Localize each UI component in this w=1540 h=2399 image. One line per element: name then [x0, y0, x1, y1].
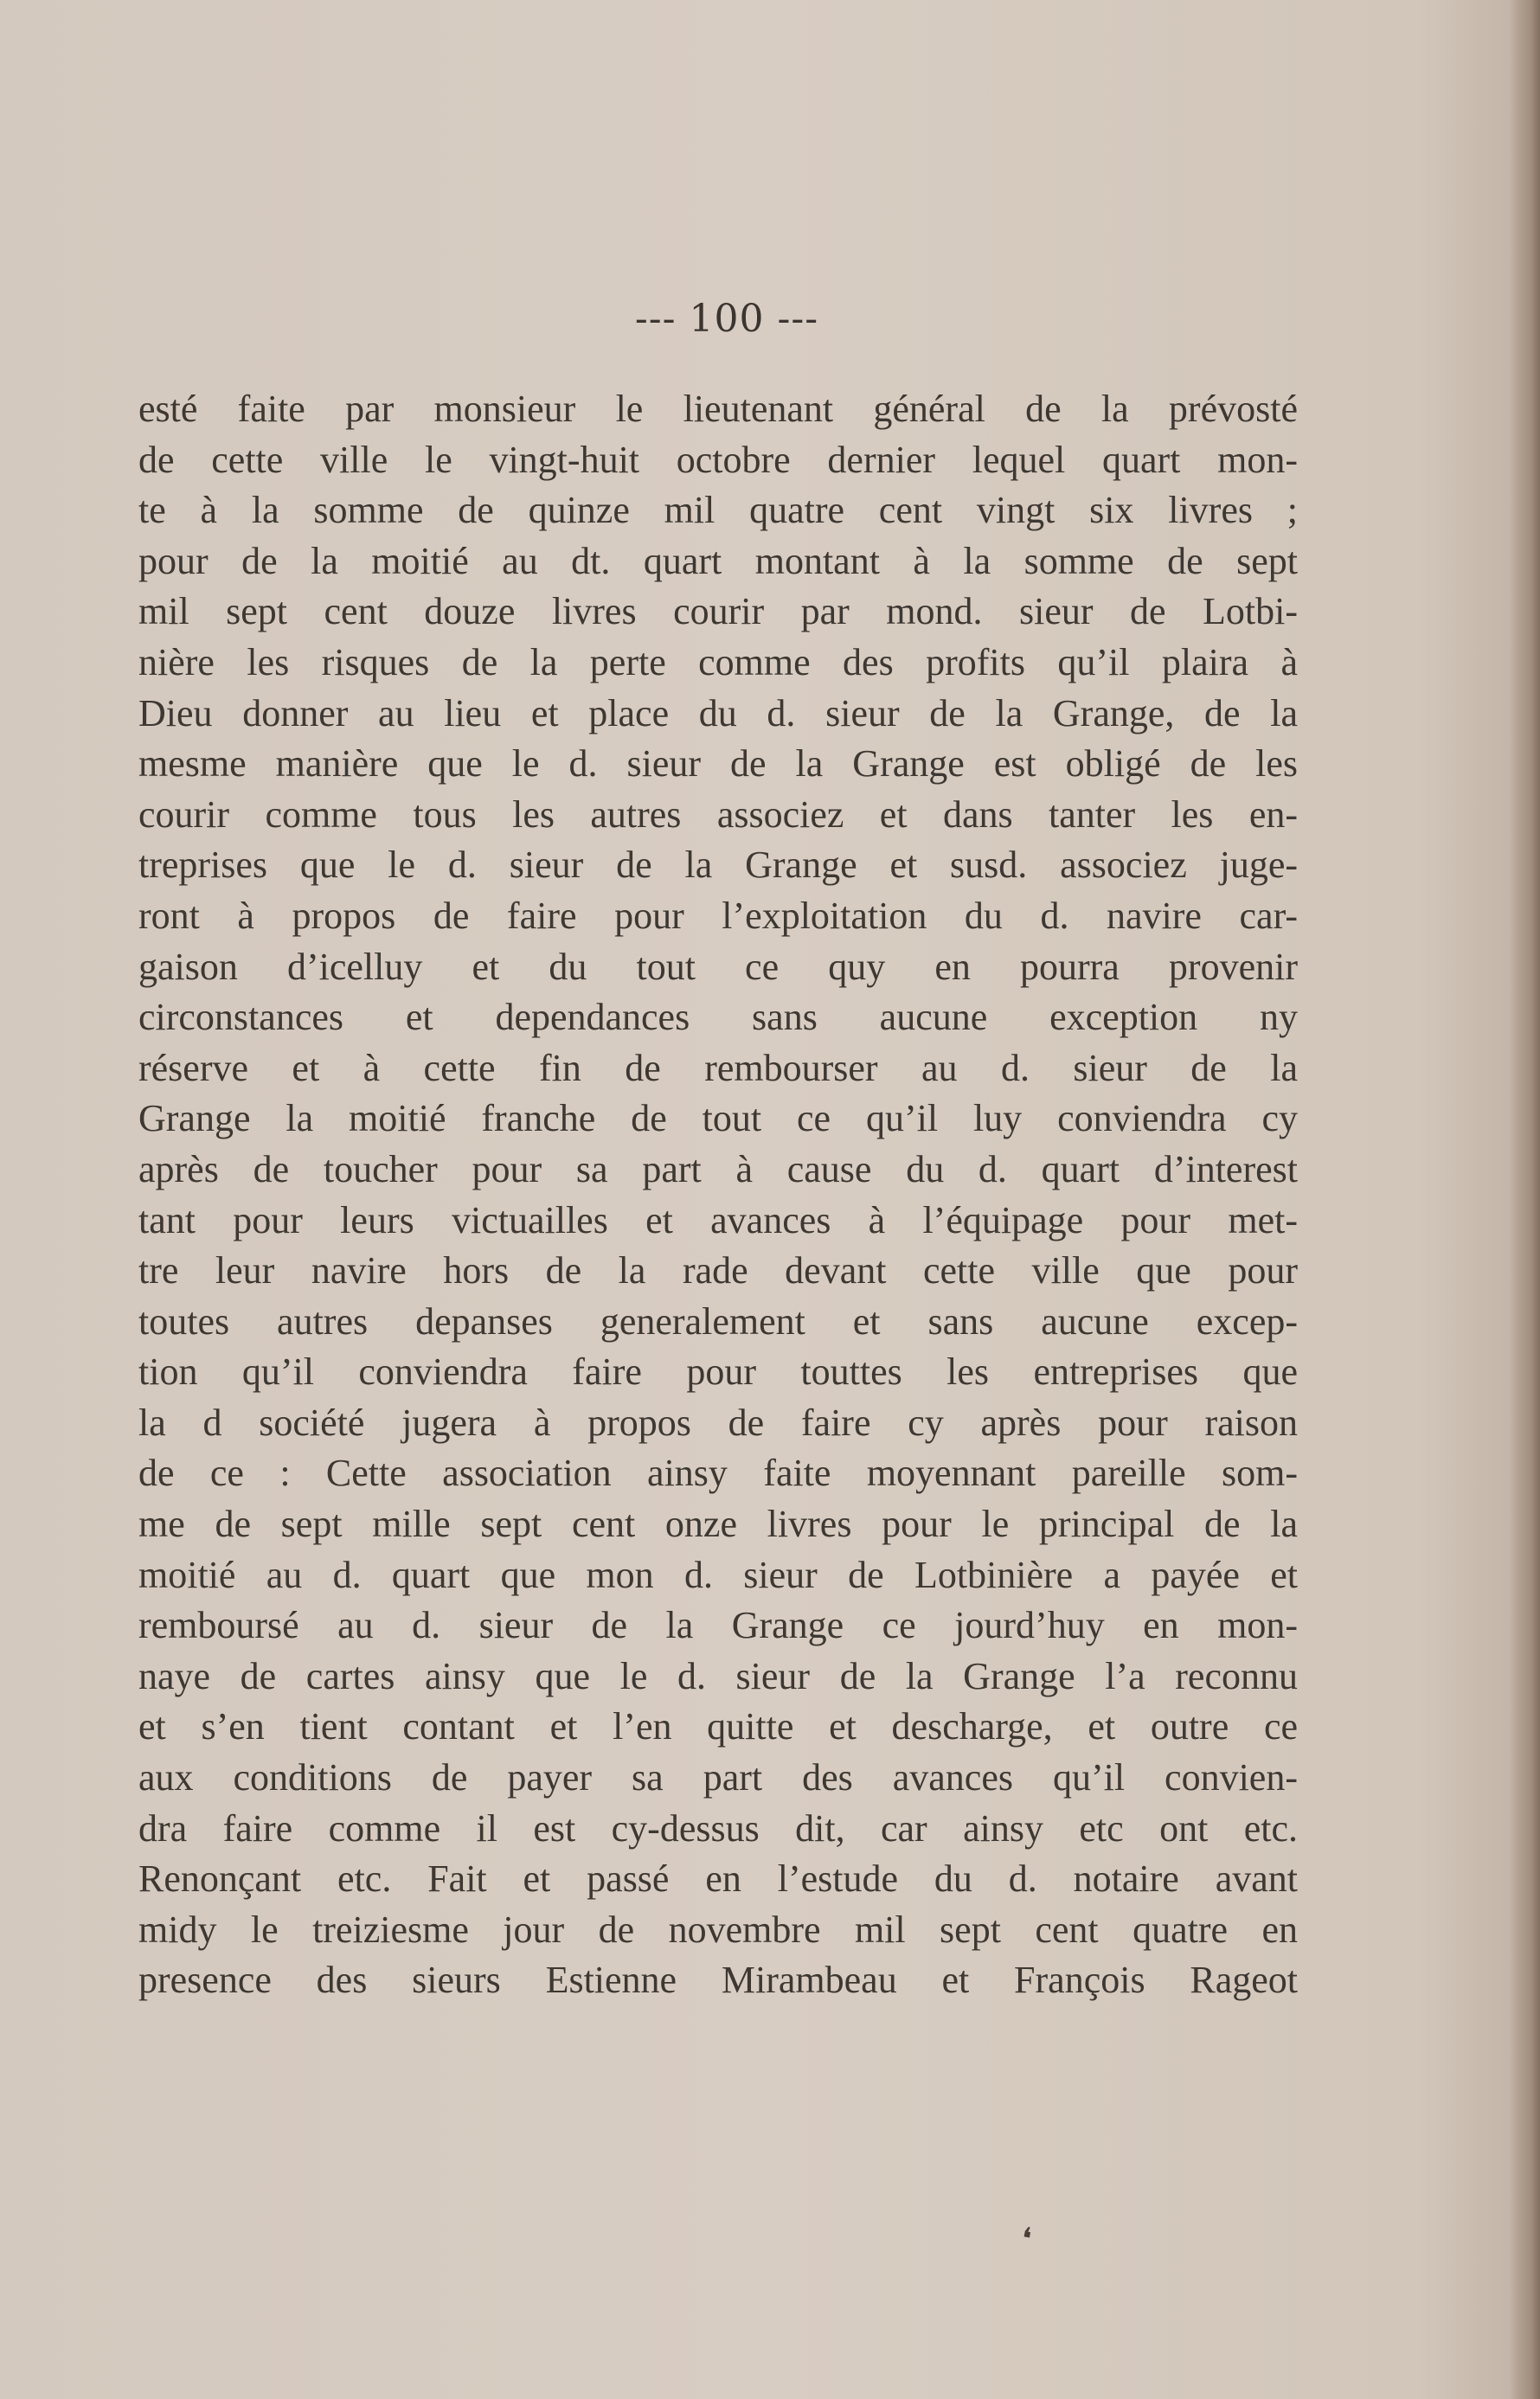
text-line: circonstances et dependances sans aucune exception ny: [138, 996, 1298, 1039]
text-line: me de sept mille sept cent onze livres pour le principal de la: [138, 1503, 1298, 1546]
text-line: mil sept cent douze livres courir par mond. sieur de Lotbi-: [138, 590, 1298, 633]
text-line: et s’en tient contant et l’en quitte et descharge, et outre ce: [138, 1705, 1298, 1748]
text-line: tant pour leurs victuailles et avances à l’équipage pour met-: [138, 1198, 1298, 1241]
text-line: Grange la moitié franche de tout ce qu’il luy conviendra cy: [138, 1097, 1298, 1140]
text-line: remboursé au d. sieur de la Grange ce jourd’huy en mon-: [138, 1604, 1298, 1647]
text-line: aux conditions de payer sa part des avances qu’il convien-: [138, 1756, 1298, 1799]
text-line: mesme manière que le d. sieur de la Grange est obligé de les: [138, 742, 1298, 786]
text-line: te à la somme de quinze mil quatre cent vingt six livres ;: [138, 489, 1298, 532]
text-line: pour de la moitié au dt. quart montant à la somme de sept: [138, 539, 1298, 582]
text-line: treprises que le d. sieur de la Grange et susd. associez juge-: [138, 843, 1298, 887]
text-line: Renonçant etc. Fait et passé en l’estude du d. notaire avant: [138, 1857, 1298, 1901]
text-line: presence des sieurs Estienne Mirambeau et François Rageot: [138, 1959, 1298, 2002]
text-line: courir comme tous les autres associez et dans tanter les en-: [138, 792, 1298, 836]
page-number: --- 100 ---: [634, 297, 819, 341]
text-line: naye de cartes ainsy que le d. sieur de la Grange l’a reconnu: [138, 1654, 1298, 1697]
text-line: de ce : Cette association ainsy faite moyennant pareille som-: [138, 1452, 1298, 1495]
text-line: ront à propos de faire pour l’exploitation du d. navire car-: [138, 894, 1298, 937]
text-line: moitié au d. quart que mon d. sieur de Lotbinière a payée et: [138, 1553, 1298, 1596]
body-text: [138, 384, 1298, 2006]
text-line: de cette ville le vingt-huit octobre dernier lequel quart mon-: [138, 438, 1298, 481]
page-edge-shadow: [1509, 0, 1540, 2399]
text-line: tion qu’il conviendra faire pour touttes les entreprises que: [138, 1350, 1298, 1394]
text-line: gaison d’icelluy et du tout ce quy en pourra provenir: [138, 945, 1298, 988]
text-line: tre leur navire hors de la rade devant cette ville que pour: [138, 1249, 1298, 1293]
text-line: toutes autres depanses generalement et sans aucune excep-: [138, 1299, 1298, 1343]
text-line: dra faire comme il est cy-dessus dit, car ainsy etc ont etc.: [138, 1806, 1298, 1850]
ink-mark: ❛: [1017, 2221, 1035, 2258]
text-line: la d société jugera à propos de faire cy après pour raison: [138, 1401, 1298, 1444]
text-line: midy le treiziesme jour de novembre mil sept cent quatre en: [138, 1908, 1298, 1951]
text-line: nière les risques de la perte comme des profits qu’il plaira à: [138, 640, 1298, 683]
text-line: esté faite par monsieur le lieutenant général de la prévosté: [138, 388, 1298, 430]
text-line: Dieu donner au lieu et place du d. sieur de la Grange, de la: [138, 691, 1298, 734]
text-line: réserve et à cette fin de rembourser au d. sieur de la: [138, 1046, 1298, 1089]
text-line: après de toucher pour sa part à cause du d. quart d’interest: [138, 1147, 1298, 1190]
